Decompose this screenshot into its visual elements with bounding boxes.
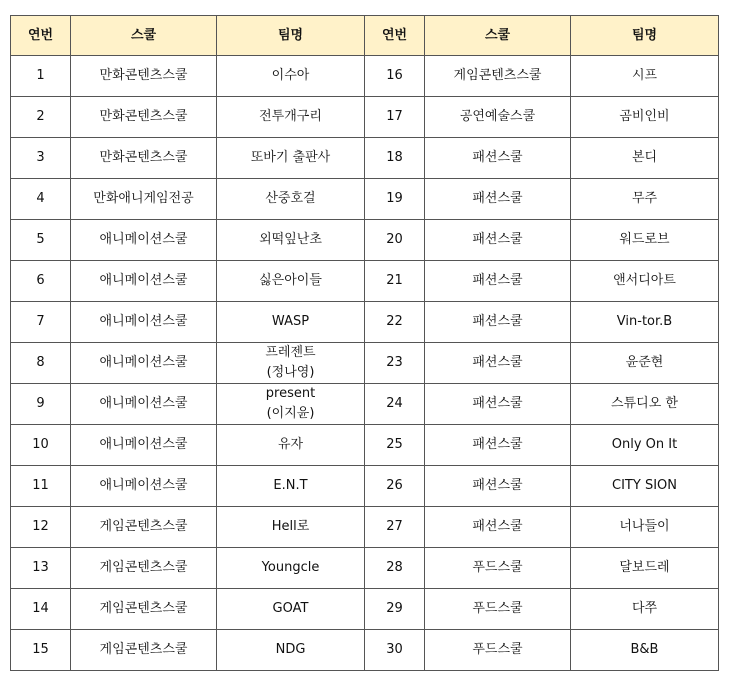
cell-no: 27 [365, 507, 425, 548]
cell-team [217, 343, 365, 384]
cell-school: 게임콘텐츠스쿨 [425, 56, 571, 97]
cell-no: 11 [11, 466, 71, 507]
table-row [11, 425, 719, 466]
team-name-line: 스튜디오 한 [611, 396, 678, 411]
cell-no: 23 [365, 343, 425, 384]
cell-school: 게임콘텐츠스쿨 [71, 507, 217, 548]
cell-team [571, 507, 719, 548]
table-row [11, 97, 719, 138]
cell-no: 21 [365, 261, 425, 302]
team-name-line: 워드로브 [619, 232, 670, 247]
cell-team [217, 302, 365, 343]
table-row [11, 384, 719, 425]
cell-school: 만화콘텐츠스쿨 [71, 56, 217, 97]
team-name-line: Youngcle [261, 560, 320, 575]
table-row [11, 589, 719, 630]
cell-school: 만화콘텐츠스쿨 [71, 97, 217, 138]
table-row [11, 261, 719, 302]
team-name-line: GOAT [272, 601, 309, 616]
cell-school: 만화애니게임전공 [71, 179, 217, 220]
team-name-line: Only On It [611, 437, 678, 452]
cell-school: 공연예술스쿨 [425, 97, 571, 138]
cell-no: 4 [11, 179, 71, 220]
team-name-line: (이지윤) [266, 406, 315, 421]
cell-team [571, 425, 719, 466]
table-row [11, 220, 719, 261]
cell-school: 푸드스쿨 [425, 630, 571, 671]
cell-no: 19 [365, 179, 425, 220]
header-row [11, 16, 719, 56]
cell-school: 애니메이션스쿨 [71, 384, 217, 425]
cell-no: 28 [365, 548, 425, 589]
cell-no: 14 [11, 589, 71, 630]
table-row [11, 466, 719, 507]
team-name-line: 싫은아이들 [259, 273, 322, 288]
table-row [11, 56, 719, 97]
cell-team [217, 179, 365, 220]
team-name-line: CITY SION [612, 478, 677, 493]
cell-team [217, 630, 365, 671]
cell-no: 15 [11, 630, 71, 671]
cell-no: 17 [365, 97, 425, 138]
team-name-line: 산중호걸 [265, 191, 316, 206]
cell-no: 12 [11, 507, 71, 548]
team-name-line: 너나들이 [619, 519, 670, 534]
cell-team [571, 179, 719, 220]
cell-school: 게임콘텐츠스쿨 [71, 548, 217, 589]
cell-school: 패션스쿨 [425, 507, 571, 548]
cell-no: 1 [11, 56, 71, 97]
cell-team [571, 56, 719, 97]
team-name-line: NDG [275, 642, 306, 657]
cell-no: 6 [11, 261, 71, 302]
cell-team [571, 466, 719, 507]
cell-team [571, 97, 719, 138]
cell-school: 패션스쿨 [425, 179, 571, 220]
team-name-line: WASP [271, 314, 310, 329]
cell-no: 16 [365, 56, 425, 97]
team-list-container [10, 15, 719, 671]
table-row [11, 630, 719, 671]
cell-school: 게임콘텐츠스쿨 [71, 630, 217, 671]
cell-no: 5 [11, 220, 71, 261]
team-name-line: 외떡잎난초 [259, 232, 322, 247]
cell-school: 애니메이션스쿨 [71, 302, 217, 343]
team-name-line: 앤서디아트 [613, 273, 676, 288]
cell-school: 패션스쿨 [425, 220, 571, 261]
cell-team [571, 548, 719, 589]
table-row [11, 138, 719, 179]
cell-no: 25 [365, 425, 425, 466]
cell-no: 24 [365, 384, 425, 425]
cell-school: 애니메이션스쿨 [71, 343, 217, 384]
team-name-line: 이수아 [271, 68, 310, 83]
cell-team [217, 220, 365, 261]
cell-team [571, 302, 719, 343]
cell-no: 22 [365, 302, 425, 343]
cell-no: 10 [11, 425, 71, 466]
team-name-line: present [265, 386, 316, 401]
team-name-line: 본디 [631, 150, 658, 165]
header-team-left: 팀명 [217, 16, 365, 56]
header-no-left: 연번 [11, 16, 71, 56]
team-name-line: E.N.T [273, 478, 308, 493]
cell-team [217, 548, 365, 589]
cell-team [571, 261, 719, 302]
team-name-line: 또바기 출판사 [250, 150, 331, 165]
cell-no: 30 [365, 630, 425, 671]
cell-team [571, 630, 719, 671]
cell-no: 26 [365, 466, 425, 507]
cell-team [217, 56, 365, 97]
cell-school: 애니메이션스쿨 [71, 466, 217, 507]
cell-team [217, 589, 365, 630]
team-name-line: B&B [630, 642, 659, 657]
cell-school: 게임콘텐츠스쿨 [71, 589, 217, 630]
cell-school: 만화콘텐츠스쿨 [71, 138, 217, 179]
cell-team [571, 138, 719, 179]
team-name-line: 프레젠트 [265, 345, 316, 360]
team-name-line: Hell로 [271, 519, 310, 534]
team-name-line: 윤준현 [625, 355, 664, 370]
team-name-line: 달보드레 [619, 560, 670, 575]
cell-school: 패션스쿨 [425, 261, 571, 302]
table-row [11, 179, 719, 220]
table-row [11, 548, 719, 589]
cell-school: 패션스쿨 [425, 425, 571, 466]
cell-no: 7 [11, 302, 71, 343]
cell-no: 3 [11, 138, 71, 179]
cell-team [217, 138, 365, 179]
cell-school: 패션스쿨 [425, 384, 571, 425]
header-school-left: 스쿨 [71, 16, 217, 56]
header-team-right: 팀명 [571, 16, 719, 56]
team-name-line: 곰비인비 [619, 109, 670, 124]
cell-team [571, 220, 719, 261]
table-row [11, 507, 719, 548]
cell-school: 패션스쿨 [425, 343, 571, 384]
cell-team [217, 97, 365, 138]
table-row [11, 343, 719, 384]
cell-no: 2 [11, 97, 71, 138]
cell-no: 20 [365, 220, 425, 261]
cell-school: 애니메이션스쿨 [71, 261, 217, 302]
team-name-line: Vin-tor.B [616, 314, 673, 329]
cell-team [571, 343, 719, 384]
cell-no: 18 [365, 138, 425, 179]
cell-team [217, 384, 365, 425]
team-list-table [10, 15, 719, 671]
cell-team [217, 466, 365, 507]
cell-team [217, 261, 365, 302]
table-body [11, 56, 719, 671]
cell-school: 패션스쿨 [425, 466, 571, 507]
team-name-line: 무주 [631, 191, 658, 206]
team-name-line: 전투개구리 [259, 109, 322, 124]
cell-no: 29 [365, 589, 425, 630]
cell-team [217, 425, 365, 466]
cell-team [571, 589, 719, 630]
cell-school: 푸드스쿨 [425, 548, 571, 589]
cell-school: 패션스쿨 [425, 302, 571, 343]
team-name-line: 시프 [631, 68, 658, 83]
cell-no: 13 [11, 548, 71, 589]
cell-no: 8 [11, 343, 71, 384]
cell-school: 패션스쿨 [425, 138, 571, 179]
cell-team [217, 507, 365, 548]
header-no-right: 연번 [365, 16, 425, 56]
cell-team [571, 384, 719, 425]
team-name-line: 다쭈 [631, 601, 658, 616]
team-name-line: (정나영) [266, 365, 315, 380]
cell-school: 푸드스쿨 [425, 589, 571, 630]
cell-school: 애니메이션스쿨 [71, 425, 217, 466]
header-school-right: 스쿨 [425, 16, 571, 56]
team-name-line: 유자 [277, 437, 304, 452]
cell-no: 9 [11, 384, 71, 425]
cell-school: 애니메이션스쿨 [71, 220, 217, 261]
table-row [11, 302, 719, 343]
